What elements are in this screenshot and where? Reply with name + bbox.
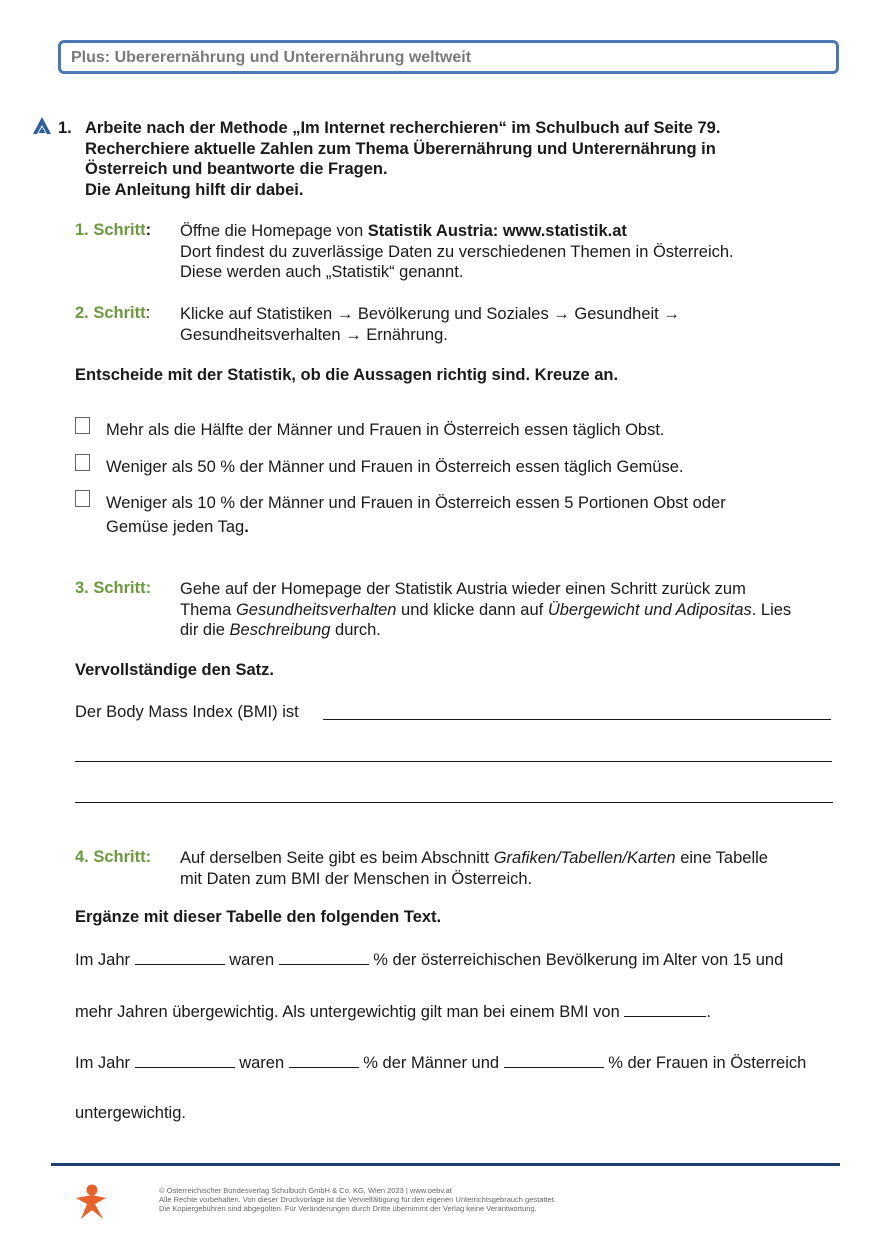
- step-2-text: Klicke auf Statistiken → Bevölkerung und Soziales → Gesundheit → Gesundheitsverhalten → Ernährung.: [180, 305, 680, 344]
- statement-checkbox-2[interactable]: [75, 454, 90, 471]
- step-1-text: Öffne die Homepage von Statistik Austria: www.statistik.at Dort findest du zuverlässige Daten zu verschiedenen Themen in Österreich. Diese werden auch „Statistik“ genannt.: [180, 222, 734, 281]
- answer-line[interactable]: [75, 785, 833, 803]
- task-line: Arbeite nach der Methode „Im Internet recherchieren“ im Schulbuch auf Seite 79.: [85, 119, 721, 137]
- fill-blank[interactable]: [504, 1053, 604, 1068]
- task-number: 1.: [58, 119, 72, 137]
- task-heading: [58, 118, 818, 200]
- difficulty-triangle-icon: [32, 116, 52, 136]
- statement-checkbox-1[interactable]: [75, 417, 90, 434]
- publisher-logo-icon: [72, 1183, 112, 1223]
- fill-blank[interactable]: [289, 1053, 359, 1068]
- bmi-sentence: Der Body Mass Index (BMI) ist: [75, 703, 299, 721]
- step-4-label: 4. Schritt:: [75, 848, 152, 866]
- step-2-label: 2. Schritt:: [75, 304, 151, 322]
- task-line: Die Anleitung hilft dir dabei.: [85, 180, 304, 199]
- statement-2: Weniger als 50 % der Männer und Frauen in Österreich essen täglich Gemüse.: [106, 458, 684, 476]
- fill-blank[interactable]: [279, 950, 369, 965]
- statement-1: Mehr als die Hälfte der Männer und Frauen in Österreich essen täglich Obst.: [106, 421, 665, 439]
- step-4-text: Auf derselben Seite gibt es beim Abschnitt Grafiken/Tabellen/Karten eine Tabelle mit Daten zum BMI der Menschen in Österreich.: [180, 849, 768, 888]
- website-link[interactable]: Statistik Austria: www.statistik.at: [367, 222, 627, 240]
- footer-divider: [51, 1163, 840, 1166]
- fill-paragraph-1: Im Jahr waren % der österreichischen Bevölkerung im Alter von 15 und: [75, 951, 784, 969]
- fill-blank[interactable]: [135, 1053, 235, 1068]
- fill-instruction: Ergänze mit dieser Tabelle den folgenden Text.: [75, 908, 442, 926]
- fill-blank[interactable]: [135, 950, 225, 965]
- statement-3: Weniger als 10 % der Männer und Frauen in Österreich essen 5 Portionen Obst oder Gemüse jeden Tag.: [106, 494, 726, 536]
- step-1-label: 1. Schritt:: [75, 221, 152, 239]
- fill-paragraph-3: Im Jahr waren % der Männer und % der Frauen in Österreich: [75, 1054, 807, 1072]
- page-title: Plus: Ubererernährung und Unterernährung weltweit: [58, 40, 839, 74]
- answer-line[interactable]: [323, 702, 831, 720]
- task-line: Österreich und beantworte die Fragen.: [85, 160, 388, 178]
- decide-instruction: Entscheide mit der Statistik, ob die Aussagen richtig sind. Kreuze an.: [75, 366, 619, 384]
- fill-paragraph-4: untergewichtig.: [75, 1104, 186, 1122]
- complete-instruction: Vervollständige den Satz.: [75, 661, 274, 679]
- footer-copyright: © Österreichischer Bundesverlag Schulbuch GmbH & Co. KG, Wien 2023 | www.oebv.at Alle Rechte vorbehalten. Von dieser Druckvorlage ist die Vervielfältigung für den eigenen Unterrichtsgebrauch gestattet. Die Kopiergebühren sind abgegolten. Für Veränderungen durch Dritte übernimmt der Verlag keine Verantwortung.: [159, 1186, 556, 1214]
- step-3-text: Gehe auf der Homepage der Statistik Austria wieder einen Schritt zurück zum Thema Gesundheitsverhalten und klicke dann auf Übergewicht und Adipositas. Lies dir die Beschreibung durch.: [180, 580, 792, 639]
- fill-paragraph-2: mehr Jahren übergewichtig. Als untergewichtig gilt man bei einem BMI von .: [75, 1003, 711, 1021]
- step-3-label: 3. Schritt:: [75, 579, 152, 597]
- task-line: Recherchiere aktuelle Zahlen zum Thema Überernährung und Unterernährung in: [85, 139, 716, 158]
- fill-blank[interactable]: [624, 1002, 706, 1017]
- answer-line[interactable]: [75, 744, 832, 762]
- statement-checkbox-3[interactable]: [75, 490, 90, 507]
